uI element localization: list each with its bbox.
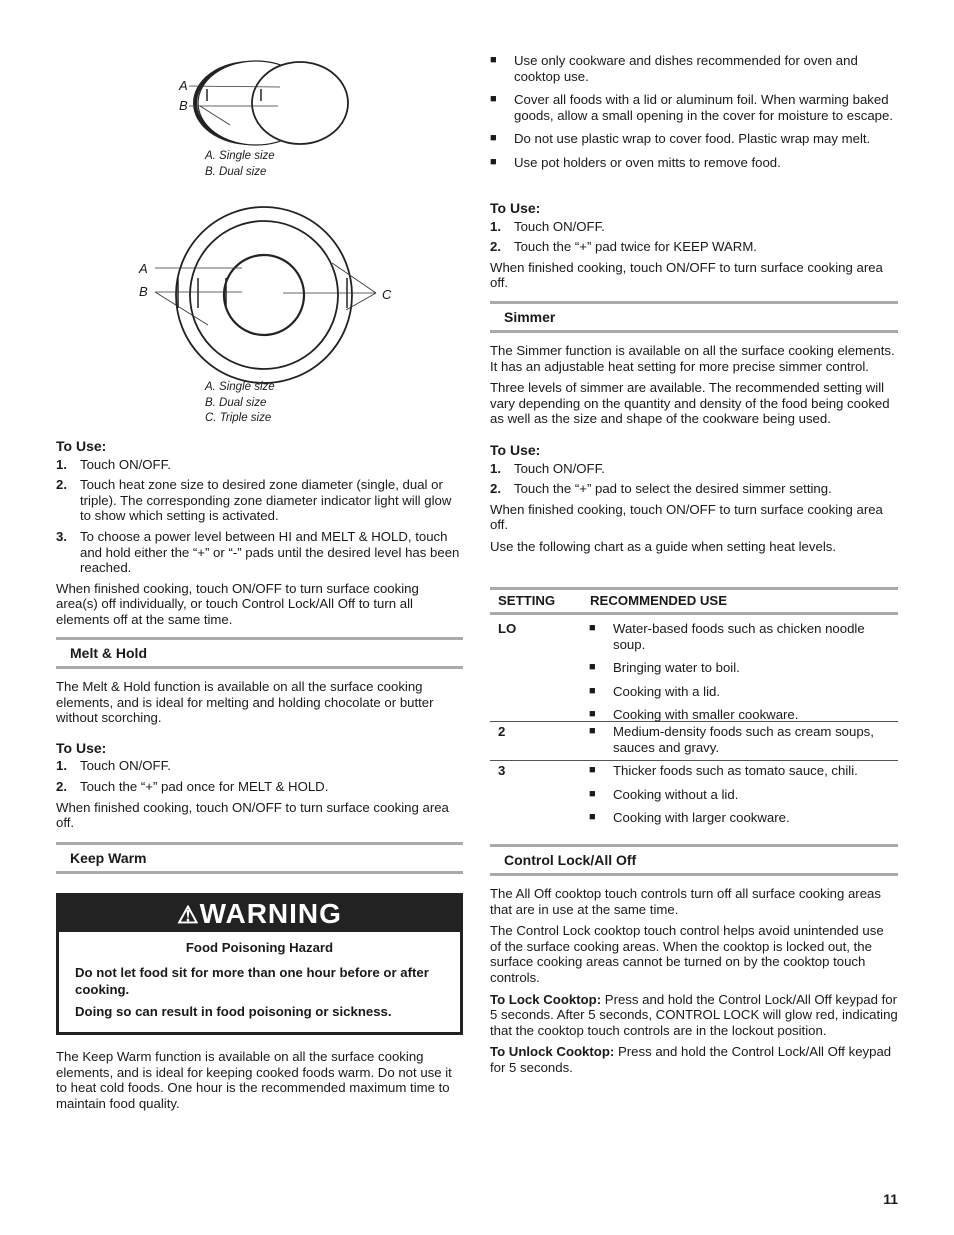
fig2-label-a: A (139, 261, 148, 276)
chart-use-list (589, 724, 889, 755)
warning-line-1: Do not let food sit for more than one hour before or after cooking. (75, 964, 429, 997)
warning-body (59, 932, 460, 1027)
chart-use-item: ■ Water-based foods such as chicken noodle soup. (589, 621, 889, 652)
figure-dual-element (160, 55, 360, 150)
melt-steps (56, 758, 463, 794)
step-item (490, 219, 898, 235)
fig1-label-b: B (179, 98, 188, 113)
step-item (56, 758, 463, 774)
unlock-text: Press and hold the Control Lock/All Off keypad for 5 seconds. (490, 1044, 892, 1075)
step-text: Touch ON/OFF. (514, 460, 605, 476)
figure-triple-element (150, 200, 390, 385)
step-item (490, 239, 898, 255)
touse-heading: To Use: (490, 441, 541, 458)
chart-use-item: ■ Thicker foods such as tomato sauce, chili. (589, 763, 889, 779)
simmer-steps (490, 461, 898, 497)
chart-setting-value: 2 (498, 724, 506, 739)
chart-setting-value: LO (498, 621, 517, 636)
heat-level-chart (490, 587, 898, 843)
warning-header (59, 896, 460, 932)
lock-instructions (490, 992, 898, 1039)
kw-after-text: When finished cooking, touch ON/OFF to turn surface cooking area off. (490, 259, 883, 291)
chart-row-3 (490, 761, 898, 843)
chart-header-use: RECOMMENDED USE (590, 593, 728, 608)
triple-element-diagram (150, 200, 390, 385)
control-lock-block (490, 886, 898, 1076)
fig1-caption-a: A. Single size (205, 150, 275, 162)
step-number: 2. (490, 481, 501, 497)
simmer-after-text: When finished cooking, touch ON/OFF to turn surface cooking area off. (490, 501, 883, 533)
section-simmer-header (490, 301, 898, 333)
bullet-item: ■ Use only cookware and dishes recommended for oven and cooktop use. (490, 53, 898, 84)
warning-triangle-icon: ⚠ (177, 902, 200, 929)
fig1-caption (205, 149, 275, 180)
fig2-label-b: B (139, 284, 148, 299)
touse-keep-warm-block (490, 201, 898, 291)
keep-warm-intro: The Keep Warm function is available on all the surface cooking elements, and is ideal for keeping cooked foods warm. Do not use it to heat cold foods. One hour is the recommended maximum time to maintain food quality. (56, 1049, 452, 1111)
melt-hold-block (56, 679, 463, 831)
fig2-caption-b: B. Dual size (205, 396, 267, 409)
chart-use-list (589, 621, 889, 723)
section-title: Melt & Hold (70, 645, 147, 661)
step-text: Touch the “+” pad once for MELT & HOLD. (80, 778, 329, 794)
warning-hazard: Food Poisoning Hazard (185, 940, 334, 955)
chart-header-setting: SETTING (498, 593, 556, 608)
simmer-p2: Three levels of simmer are available. The recommended setting will vary depending on the quantity and density of the food being cooked as well as the size and shape of the cookware being used. (490, 380, 890, 427)
chart-row-lo (490, 615, 898, 722)
lock-p2: The Control Lock cooktop touch control helps avoid unintended use of the surface cooking areas. When the cooktop is locked out, the surface cooking areas cannot be turned on by the cooktop touch controls. (490, 923, 884, 985)
chart-setting-value: 3 (498, 763, 506, 778)
step-item (56, 457, 463, 473)
keep-warm-bullets (490, 53, 898, 171)
kw-steps (490, 219, 898, 255)
step-number: 2. (56, 778, 67, 794)
touse-zones-block (56, 439, 463, 628)
chart-use-list (589, 763, 889, 826)
section-melt-hold-header (56, 637, 463, 669)
step-item (56, 779, 463, 795)
lock-label: To Lock Cooktop: (490, 991, 602, 1007)
chart-use-item: ■ Cooking with larger cookware. (589, 810, 889, 826)
lock-p1: The All Off cooktop touch controls turn off all surface cooking areas that are in use at the same time. (490, 886, 881, 917)
step-number: 1. (490, 218, 501, 234)
step-text: Touch ON/OFF. (80, 456, 171, 472)
simmer-block (490, 343, 898, 555)
step-item (490, 481, 898, 497)
fig1-caption-b: B. Dual size (205, 165, 267, 178)
lock-text: Press and hold the Control Lock/All Off keypad for 5 seconds. After 5 seconds, CONTROL LOCK will glow red, indicating that the cooktop touch controls are in the lockout position. (490, 991, 898, 1038)
step-text: Touch the “+” pad to select the desired simmer setting. (514, 481, 832, 497)
chart-intro: Use the following chart as a guide when setting heat levels. (490, 538, 837, 554)
step-number: 1. (490, 460, 501, 476)
touse-steps (56, 457, 463, 576)
step-number: 1. (56, 456, 67, 472)
step-item (56, 477, 463, 524)
unlock-label: To Unlock Cooktop: (490, 1044, 615, 1060)
chart-use-item: ■ Cooking without a lid. (589, 787, 889, 803)
step-item (490, 461, 898, 477)
warning-title: WARNING (199, 898, 342, 929)
section-title: Control Lock/All Off (504, 852, 637, 868)
step-text: Touch ON/OFF. (80, 758, 171, 774)
step-number: 3. (56, 528, 67, 544)
chart-use-item: ■ Bringing water to boil. (589, 660, 889, 676)
dual-element-diagram (160, 55, 360, 150)
step-text: Touch ON/OFF. (514, 218, 605, 234)
touse-heading: To Use: (490, 200, 541, 216)
bullet-item: ■ Do not use plastic wrap to cover food. Plastic wrap may melt. (490, 131, 898, 147)
unlock-instructions (490, 1044, 898, 1075)
chart-row-2 (490, 722, 898, 761)
page-number: 11 (883, 1191, 898, 1207)
section-title: Simmer (504, 309, 556, 325)
fig1-label-a: A (179, 78, 188, 93)
chart-use-item: ■ Medium-density foods such as cream soups, sauces and gravy. (589, 724, 889, 755)
melt-intro: The Melt & Hold function is available on all the surface cooking elements, and is ideal for melting and holding chocolate or butter without scorching. (56, 679, 434, 726)
step-number: 2. (56, 477, 67, 493)
chart-use-item: ■ Cooking with smaller cookware. (589, 707, 889, 723)
section-title: Keep Warm (70, 850, 147, 866)
chart-use-item: ■ Cooking with a lid. (589, 684, 889, 700)
warning-line-2: Doing so can result in food poisoning or sickness. (75, 1003, 392, 1019)
section-keep-warm-header (56, 842, 463, 874)
fig2-label-c: C (382, 287, 392, 302)
section-control-lock-header (490, 844, 898, 876)
step-number: 2. (490, 239, 501, 255)
warning-box (56, 893, 463, 1035)
melt-after-text: When finished cooking, touch ON/OFF to turn surface cooking area off. (56, 799, 449, 831)
step-text: Touch the “+” pad twice for KEEP WARM. (514, 239, 757, 255)
fig2-caption (205, 380, 275, 427)
step-text: To choose a power level between HI and MELT & HOLD, touch and hold either the “+” or “-” pads until the desired level has been reached. (80, 528, 460, 576)
simmer-p1: The Simmer function is available on all the surface cooking elements. It has an adjustable heat setting for more precise simmer control. (490, 343, 895, 374)
bullet-item: ■ Use pot holders or oven mitts to remove food. (490, 155, 898, 171)
step-number: 1. (56, 758, 67, 774)
step-text: Touch heat zone size to desired zone diameter (single, dual or triple). The corresponding zone diameter indicator light will glow to show which setting is activated. (80, 477, 452, 524)
fig2-caption-c: C. Triple size (205, 412, 272, 424)
fig2-caption-a: A. Single size (205, 381, 275, 393)
chart-header-row (490, 590, 898, 615)
bullet-item: ■ Cover all foods with a lid or aluminum foil. When warming baked goods, allow a small opening in the cover for moisture to escape. (490, 92, 898, 123)
step-item (56, 529, 463, 576)
touse-heading: To Use: (56, 739, 107, 756)
touse-heading: To Use: (56, 438, 107, 454)
touse-after-text: When finished cooking, touch ON/OFF to turn surface cooking area(s) off individually, or touch Control Lock/All Off to turn all elements off at the same time. (56, 580, 419, 627)
